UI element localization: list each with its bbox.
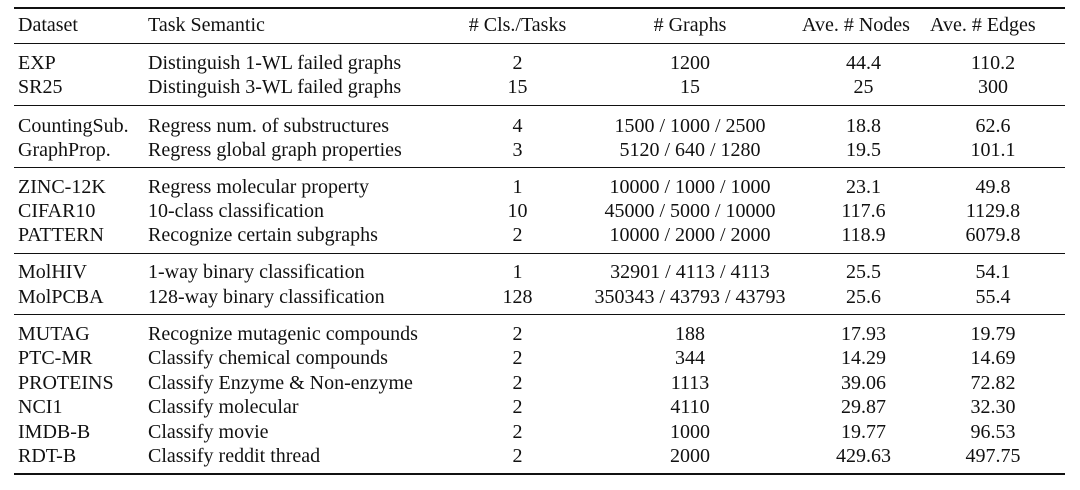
header-cls-tasks: # Cls./Tasks <box>468 14 567 36</box>
graph-count: 350343 / 43793 / 43793 <box>594 286 786 308</box>
header-row <box>0 13 1080 37</box>
header-ave-nodes: Ave. # Nodes <box>802 14 910 36</box>
cls-tasks: 15 <box>507 76 528 98</box>
cls-tasks: 4 <box>512 115 523 137</box>
graph-count: 10000 / 2000 / 2000 <box>609 224 771 246</box>
graph-count: 188 <box>675 323 705 345</box>
ave-edges: 72.82 <box>970 372 1016 394</box>
dataset-name: ZINC-12K <box>18 176 106 198</box>
ave-edges: 1129.8 <box>965 200 1021 222</box>
cls-tasks: 128 <box>502 286 533 308</box>
ave-edges: 497.75 <box>965 445 1021 467</box>
header-ave-edges: Ave. # Edges <box>930 14 1036 36</box>
ave-nodes: 25 <box>853 76 874 98</box>
dataset-name: GraphProp. <box>18 139 111 161</box>
task-semantic: Recognize certain subgraphs <box>148 224 378 246</box>
group-divider <box>14 105 1065 106</box>
table-row <box>0 395 1080 419</box>
graph-count: 1000 <box>670 421 710 443</box>
ave-nodes: 23.1 <box>846 176 881 198</box>
cls-tasks: 2 <box>512 421 523 443</box>
cls-tasks: 2 <box>512 372 523 394</box>
dataset-name: MUTAG <box>18 323 90 345</box>
cls-tasks: 10 <box>507 200 528 222</box>
table-row <box>0 51 1080 75</box>
table-row <box>0 175 1080 199</box>
graph-count: 4110 <box>670 396 710 418</box>
table-row <box>0 285 1080 309</box>
graph-count: 32901 / 4113 / 4113 <box>610 261 770 283</box>
dataset-name: SR25 <box>18 76 63 98</box>
ave-nodes: 429.63 <box>836 445 891 467</box>
task-semantic: Classify movie <box>148 421 269 443</box>
ave-edges: 54.1 <box>975 261 1011 283</box>
task-semantic: Distinguish 3-WL failed graphs <box>148 76 402 98</box>
ave-edges: 101.1 <box>970 139 1016 161</box>
group-divider <box>14 314 1065 315</box>
ave-nodes: 39.06 <box>841 372 886 394</box>
table-row <box>0 444 1080 468</box>
task-semantic: Regress num. of substructures <box>148 115 390 137</box>
ave-nodes: 117.6 <box>841 200 886 222</box>
ave-nodes: 17.93 <box>841 323 886 345</box>
table-row <box>0 371 1080 395</box>
graph-count: 344 <box>675 347 705 369</box>
graph-count: 1113 <box>670 372 710 394</box>
ave-edges: 96.53 <box>970 421 1016 443</box>
table-row <box>0 420 1080 444</box>
ave-nodes: 44.4 <box>846 52 881 74</box>
ave-edges: 19.79 <box>970 323 1016 345</box>
task-semantic: Classify chemical compounds <box>148 347 388 369</box>
task-semantic: 10-class classification <box>148 200 325 222</box>
ave-nodes: 18.8 <box>846 115 881 137</box>
graph-count: 10000 / 1000 / 1000 <box>609 176 771 198</box>
cls-tasks: 3 <box>512 139 523 161</box>
graph-count: 45000 / 5000 / 10000 <box>604 200 776 222</box>
ave-nodes: 25.5 <box>846 261 881 283</box>
top-rule <box>14 7 1065 9</box>
table-row <box>0 260 1080 284</box>
ave-edges: 6079.8 <box>965 224 1021 246</box>
ave-nodes: 29.87 <box>841 396 886 418</box>
ave-nodes: 118.9 <box>841 224 886 246</box>
task-semantic: Distinguish 1-WL failed graphs <box>148 52 402 74</box>
ave-edges: 110.2 <box>970 52 1016 74</box>
graph-count: 1200 <box>670 52 710 74</box>
dataset-name: NCI1 <box>18 396 63 418</box>
header-task-semantic: Task Semantic <box>148 14 265 36</box>
dataset-name: MolPCBA <box>18 286 104 308</box>
cls-tasks: 1 <box>512 176 523 198</box>
ave-nodes: 14.29 <box>841 347 886 369</box>
dataset-name: CIFAR10 <box>18 200 96 222</box>
ave-edges: 14.69 <box>970 347 1016 369</box>
cls-tasks: 2 <box>512 445 523 467</box>
dataset-name: PROTEINS <box>18 372 114 394</box>
cls-tasks: 2 <box>512 52 523 74</box>
header-graphs: # Graphs <box>653 14 727 36</box>
task-semantic: Classify reddit thread <box>148 445 321 467</box>
ave-nodes: 19.77 <box>841 421 886 443</box>
table-row <box>0 223 1080 247</box>
table-row <box>0 138 1080 162</box>
dataset-name: CountingSub. <box>18 115 129 137</box>
cls-tasks: 2 <box>512 224 523 246</box>
task-semantic: Classify Enzyme & Non-enzyme <box>148 372 413 394</box>
graph-count: 5120 / 640 / 1280 <box>619 139 761 161</box>
cls-tasks: 2 <box>512 323 523 345</box>
dataset-name: IMDB-B <box>18 421 91 443</box>
header-dataset: Dataset <box>18 14 78 36</box>
table-row <box>0 114 1080 138</box>
graph-count: 15 <box>680 76 700 98</box>
cls-tasks: 2 <box>512 396 523 418</box>
graph-count: 2000 <box>670 445 710 467</box>
task-semantic: 1-way binary classification <box>148 261 365 283</box>
ave-edges: 55.4 <box>975 286 1011 308</box>
ave-edges: 300 <box>978 76 1008 98</box>
task-semantic: Regress molecular property <box>148 176 370 198</box>
dataset-name: RDT-B <box>18 445 77 467</box>
ave-edges: 62.6 <box>975 115 1011 137</box>
dataset-name: MolHIV <box>18 261 87 283</box>
task-semantic: Recognize mutagenic compounds <box>148 323 418 345</box>
header-rule <box>14 43 1065 44</box>
ave-edges: 49.8 <box>975 176 1011 198</box>
graph-count: 1500 / 1000 / 2500 <box>614 115 766 137</box>
cls-tasks: 1 <box>512 261 523 283</box>
ave-edges: 32.30 <box>970 396 1016 418</box>
bottom-rule <box>14 473 1065 475</box>
group-divider <box>14 253 1065 254</box>
ave-nodes: 25.6 <box>846 286 881 308</box>
task-semantic: 128-way binary classification <box>148 286 385 308</box>
table-row <box>0 75 1080 99</box>
dataset-name: PTC-MR <box>18 347 93 369</box>
task-semantic: Classify molecular <box>148 396 299 418</box>
dataset-name: EXP <box>18 52 56 74</box>
table-row <box>0 199 1080 223</box>
dataset-name: PATTERN <box>18 224 104 246</box>
table-row <box>0 346 1080 370</box>
cls-tasks: 2 <box>512 347 523 369</box>
group-divider <box>14 167 1065 168</box>
task-semantic: Regress global graph properties <box>148 139 402 161</box>
ave-nodes: 19.5 <box>846 139 881 161</box>
table-row <box>0 322 1080 346</box>
